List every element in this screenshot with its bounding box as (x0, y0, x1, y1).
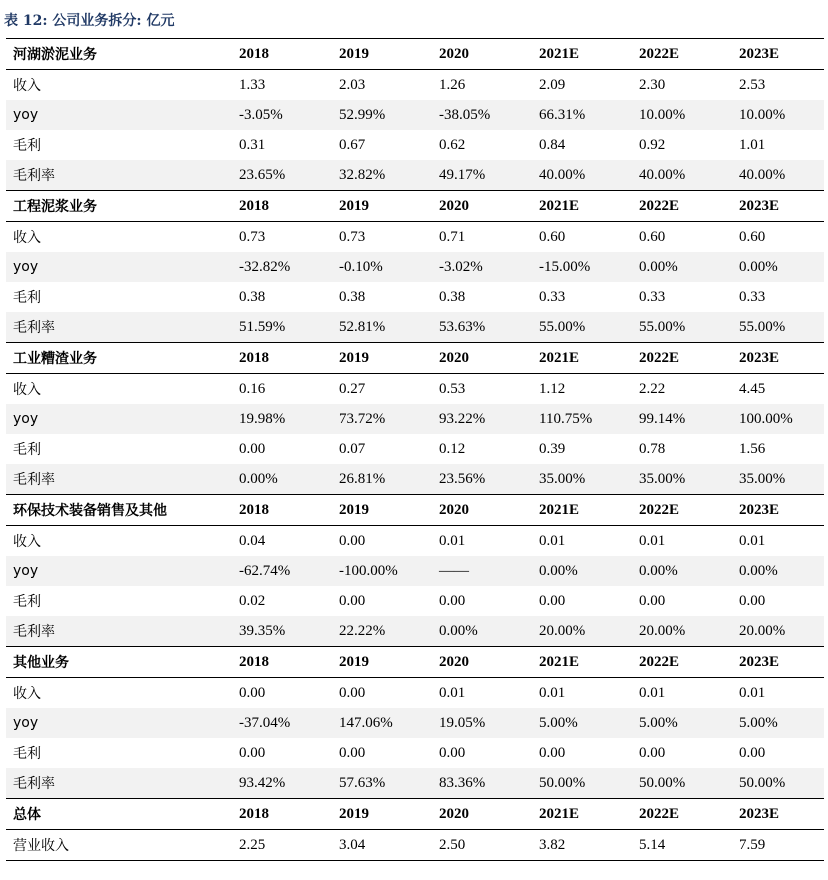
year-header-cell: 2021E (532, 343, 632, 374)
value-cell: 1.12 (539, 380, 566, 397)
year-header-cell: 2023E (732, 799, 824, 830)
value-cell: 73.72% (332, 404, 432, 434)
value-cell: 26.81% (332, 464, 432, 495)
row-label: 毛利率 (6, 160, 232, 191)
year-header-cell: 2021E (532, 191, 632, 222)
table-row (6, 374, 824, 405)
business-breakdown-table (6, 38, 824, 861)
row-label: 毛利 (13, 442, 41, 458)
value-cell: 19.05% (432, 708, 532, 738)
year-header-cell: 2021E (532, 647, 632, 678)
table-row (6, 678, 824, 709)
year-header-cell: 2018 (232, 39, 332, 70)
value-cell: 0.00 (239, 744, 266, 761)
value-cell: 0.62 (439, 136, 466, 153)
value-cell: 0.38 (239, 288, 266, 305)
value-cell: 0.73 (239, 228, 266, 245)
value-cell: 0.39 (539, 440, 566, 457)
value-cell: -0.10% (332, 252, 432, 282)
value-cell: 40.00% (732, 160, 824, 191)
value-cell: 1.01 (739, 136, 766, 153)
section-header-row (6, 191, 824, 222)
value-cell: 22.22% (332, 616, 432, 647)
section-title: 其他业务 (6, 647, 232, 678)
value-cell: 55.00% (632, 312, 732, 343)
row-label: 收入 (13, 534, 41, 550)
value-cell: 1.56 (739, 440, 766, 457)
value-cell: 0.00 (439, 592, 466, 609)
section-title: 环保技术装备销售及其他 (6, 495, 232, 526)
value-cell: 5.00% (732, 708, 824, 738)
table-row (6, 282, 824, 312)
value-cell: 49.17% (432, 160, 532, 191)
row-label: 毛利 (13, 138, 41, 154)
value-cell: 0.33 (539, 288, 566, 305)
row-label: 毛利 (13, 290, 41, 306)
section-header-row (6, 799, 824, 830)
section-title: 工程泥浆业务 (6, 191, 232, 222)
year-header-cell: 2019 (332, 799, 432, 830)
table-row (6, 768, 824, 799)
value-cell: 0.71 (439, 228, 466, 245)
value-cell: 0.92 (639, 136, 666, 153)
table-row (6, 738, 824, 768)
row-label: yoy (6, 100, 232, 130)
section-header-row (6, 647, 824, 678)
row-label: yoy (6, 252, 232, 282)
section-header-row (6, 495, 824, 526)
value-cell: 0.01 (439, 684, 466, 701)
section-title: 河湖淤泥业务 (6, 39, 232, 70)
row-label: 收入 (13, 230, 41, 246)
row-label: 毛利率 (6, 464, 232, 495)
value-cell: 0.60 (739, 228, 766, 245)
value-cell: 0.00% (432, 616, 532, 647)
year-header-cell: 2023E (732, 495, 824, 526)
year-header-cell: 2019 (332, 191, 432, 222)
year-header-cell: 2020 (432, 343, 532, 374)
table-row (6, 556, 824, 586)
year-header-cell: 2021E (532, 495, 632, 526)
year-header-cell: 2018 (232, 191, 332, 222)
value-cell: 0.78 (639, 440, 666, 457)
table-row (6, 434, 824, 464)
year-header-cell: 2019 (332, 647, 432, 678)
value-cell: 53.63% (432, 312, 532, 343)
year-header-cell: 2022E (632, 343, 732, 374)
value-cell: 0.01 (539, 684, 566, 701)
row-label: 收入 (13, 686, 41, 702)
value-cell: -38.05% (432, 100, 532, 130)
row-label: 毛利 (13, 594, 41, 610)
value-cell: 0.38 (339, 288, 366, 305)
value-cell: 0.00 (639, 744, 666, 761)
row-label: yoy (6, 556, 232, 586)
value-cell: -3.02% (432, 252, 532, 282)
value-cell: 0.00 (739, 744, 766, 761)
value-cell: 50.00% (732, 768, 824, 799)
value-cell: 10.00% (732, 100, 824, 130)
value-cell: 0.73 (339, 228, 366, 245)
year-header-cell: 2018 (232, 495, 332, 526)
table-row (6, 130, 824, 160)
value-cell: 0.07 (339, 440, 366, 457)
row-label: yoy (6, 708, 232, 738)
value-cell: 0.12 (439, 440, 466, 457)
section-header-row (6, 39, 824, 70)
value-cell: 23.56% (432, 464, 532, 495)
value-cell: 1.26 (439, 76, 466, 93)
value-cell: 0.31 (239, 136, 266, 153)
value-cell: 100.00% (732, 404, 824, 434)
year-header-cell: 2018 (232, 799, 332, 830)
value-cell: -100.00% (332, 556, 432, 586)
value-cell: 0.33 (639, 288, 666, 305)
section-title: 工业糟渣业务 (6, 343, 232, 374)
value-cell: 110.75% (532, 404, 632, 434)
value-cell: 83.36% (432, 768, 532, 799)
year-header-cell: 2023E (732, 647, 824, 678)
year-header-cell: 2022E (632, 191, 732, 222)
value-cell: 0.01 (639, 684, 666, 701)
row-label: 营业收入 (6, 830, 232, 861)
value-cell: -3.05% (232, 100, 332, 130)
value-cell: 52.99% (332, 100, 432, 130)
value-cell: 0.33 (739, 288, 766, 305)
table-row (6, 70, 824, 101)
section-header-row (6, 343, 824, 374)
row-label: yoy (6, 404, 232, 434)
value-cell: 0.04 (239, 532, 266, 549)
table-row (6, 708, 824, 738)
year-header-cell: 2019 (332, 39, 432, 70)
value-cell: 93.42% (232, 768, 332, 799)
value-cell: 55.00% (532, 312, 632, 343)
value-cell: 32.82% (332, 160, 432, 191)
value-cell: 3.04 (332, 830, 432, 861)
value-cell: 0.00% (232, 464, 332, 495)
table-row (6, 100, 824, 130)
table-row (6, 586, 824, 616)
value-cell: —— (432, 556, 532, 586)
year-header-cell: 2020 (432, 647, 532, 678)
value-cell: 0.00% (532, 556, 632, 586)
value-cell: 35.00% (632, 464, 732, 495)
table-row (6, 464, 824, 495)
value-cell: 66.31% (532, 100, 632, 130)
year-header-cell: 2020 (432, 495, 532, 526)
value-cell: 23.65% (232, 160, 332, 191)
value-cell: 4.45 (739, 380, 766, 397)
value-cell: 0.00 (339, 532, 366, 549)
row-label: 毛利率 (6, 312, 232, 343)
value-cell: 0.00 (639, 592, 666, 609)
value-cell: 0.01 (639, 532, 666, 549)
year-header-cell: 2021E (532, 39, 632, 70)
value-cell: 0.00 (339, 684, 366, 701)
value-cell: 50.00% (532, 768, 632, 799)
value-cell: 2.53 (739, 76, 766, 93)
year-header-cell: 2018 (232, 343, 332, 374)
year-header-cell: 2023E (732, 39, 824, 70)
table-caption: 表 12: 公司业务拆分: 亿元 (4, 13, 175, 29)
value-cell: 0.00 (339, 592, 366, 609)
row-label: 毛利率 (6, 768, 232, 799)
year-header-cell: 2022E (632, 39, 732, 70)
value-cell: 2.09 (539, 76, 566, 93)
value-cell: 0.00 (239, 440, 266, 457)
value-cell: 0.01 (739, 532, 766, 549)
value-cell: 2.03 (339, 76, 366, 93)
value-cell: 5.00% (532, 708, 632, 738)
value-cell: 52.81% (332, 312, 432, 343)
value-cell: 0.84 (539, 136, 566, 153)
value-cell: 0.01 (439, 532, 466, 549)
value-cell: 0.00% (632, 252, 732, 282)
value-cell: 2.30 (639, 76, 666, 93)
value-cell: 20.00% (732, 616, 824, 647)
table-row (6, 312, 824, 343)
row-label: 毛利率 (6, 616, 232, 647)
year-header-cell: 2019 (332, 343, 432, 374)
row-label: 收入 (13, 382, 41, 398)
value-cell: 0.01 (539, 532, 566, 549)
year-header-cell: 2020 (432, 39, 532, 70)
value-cell: 0.60 (639, 228, 666, 245)
value-cell: 93.22% (432, 404, 532, 434)
value-cell: -37.04% (232, 708, 332, 738)
table-row (6, 404, 824, 434)
value-cell: 0.00 (539, 744, 566, 761)
value-cell: 0.27 (339, 380, 366, 397)
table-row (6, 160, 824, 191)
year-header-cell: 2020 (432, 799, 532, 830)
value-cell: 35.00% (532, 464, 632, 495)
value-cell: 40.00% (632, 160, 732, 191)
value-cell: 40.00% (532, 160, 632, 191)
year-header-cell: 2019 (332, 495, 432, 526)
table-row (6, 830, 824, 861)
value-cell: 0.00% (632, 556, 732, 586)
value-cell: 2.22 (639, 380, 666, 397)
section-title: 总体 (6, 799, 232, 830)
value-cell: 0.16 (239, 380, 266, 397)
value-cell: 1.33 (239, 76, 266, 93)
value-cell: 20.00% (532, 616, 632, 647)
value-cell: 57.63% (332, 768, 432, 799)
value-cell: 51.59% (232, 312, 332, 343)
value-cell: 19.98% (232, 404, 332, 434)
value-cell: 0.01 (739, 684, 766, 701)
value-cell: 0.60 (539, 228, 566, 245)
value-cell: 20.00% (632, 616, 732, 647)
value-cell: -32.82% (232, 252, 332, 282)
year-header-cell: 2020 (432, 191, 532, 222)
year-header-cell: 2023E (732, 343, 824, 374)
year-header-cell: 2022E (632, 495, 732, 526)
value-cell: 55.00% (732, 312, 824, 343)
value-cell: 0.53 (439, 380, 466, 397)
year-header-cell: 2018 (232, 647, 332, 678)
year-header-cell: 2022E (632, 647, 732, 678)
table-row (6, 526, 824, 557)
value-cell: 99.14% (632, 404, 732, 434)
table-row (6, 252, 824, 282)
value-cell: 7.59 (732, 830, 824, 861)
value-cell: -62.74% (232, 556, 332, 586)
value-cell: 2.50 (432, 830, 532, 861)
value-cell: 0.00 (439, 744, 466, 761)
value-cell: 35.00% (732, 464, 824, 495)
value-cell: -15.00% (532, 252, 632, 282)
value-cell: 0.00 (239, 684, 266, 701)
value-cell: 50.00% (632, 768, 732, 799)
year-header-cell: 2022E (632, 799, 732, 830)
value-cell: 5.14 (632, 830, 732, 861)
value-cell: 0.00% (732, 556, 824, 586)
row-label: 毛利 (13, 746, 41, 762)
value-cell: 0.00 (539, 592, 566, 609)
year-header-cell: 2023E (732, 191, 824, 222)
table-row (6, 616, 824, 647)
value-cell: 39.35% (232, 616, 332, 647)
value-cell: 0.00 (339, 744, 366, 761)
value-cell: 5.00% (632, 708, 732, 738)
value-cell: 0.38 (439, 288, 466, 305)
value-cell: 147.06% (332, 708, 432, 738)
value-cell: 0.67 (339, 136, 366, 153)
value-cell: 0.02 (239, 592, 266, 609)
table-body (6, 39, 824, 861)
year-header-cell: 2021E (532, 799, 632, 830)
value-cell: 10.00% (632, 100, 732, 130)
table-row (6, 222, 824, 253)
value-cell: 3.82 (532, 830, 632, 861)
row-label: 收入 (13, 78, 41, 94)
value-cell: 2.25 (232, 830, 332, 861)
value-cell: 0.00 (739, 592, 766, 609)
value-cell: 0.00% (732, 252, 824, 282)
